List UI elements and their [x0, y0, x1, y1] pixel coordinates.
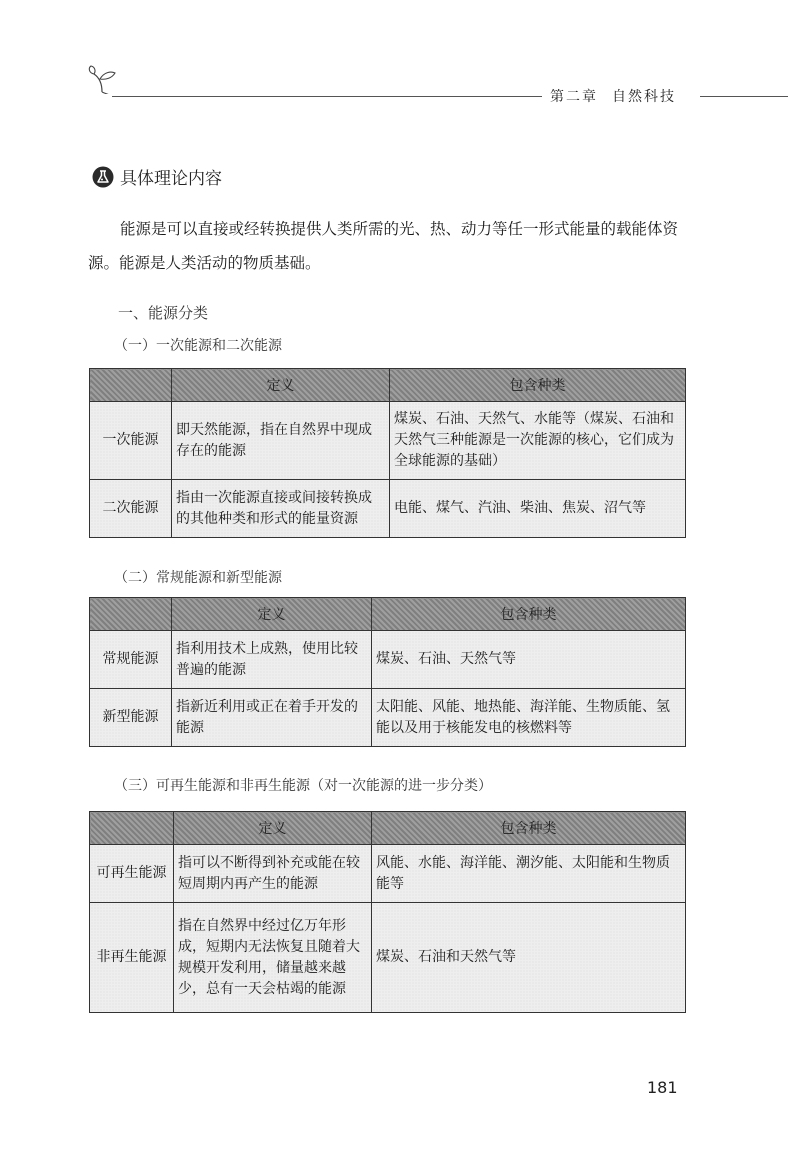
- header-cell-types: 包含种类: [390, 369, 686, 402]
- row-name: 二次能源: [90, 480, 172, 538]
- subheading-conventional-new: （二）常规能源和新型能源: [114, 570, 282, 586]
- header-cell-empty: [90, 369, 172, 402]
- header-rule-right: [700, 96, 788, 97]
- heading-energy-classification: 一、能源分类: [118, 304, 209, 322]
- header-cell-types: 包含种类: [372, 812, 686, 845]
- row-types: 电能、煤气、汽油、柴油、焦炭、沼气等: [390, 480, 686, 538]
- table-row: [90, 402, 686, 480]
- header-cell-definition: 定义: [172, 598, 372, 631]
- section-heading: [92, 164, 222, 189]
- row-definition: 指新近利用或正在着手开发的能源: [172, 689, 372, 747]
- row-definition: 指利用技术上成熟，使用比较普遍的能源: [172, 631, 372, 689]
- header-cell-types: 包含种类: [372, 598, 686, 631]
- table-row: [90, 689, 686, 747]
- row-definition: 指可以不断得到补充或能在较短周期内再产生的能源: [174, 845, 372, 903]
- leaf-sprout-icon: [86, 64, 120, 94]
- table-row: [90, 903, 686, 1013]
- row-name: 一次能源: [90, 402, 172, 480]
- table-header-row: [90, 812, 686, 845]
- header-cell-definition: 定义: [172, 369, 390, 402]
- table-conventional-new: [89, 597, 686, 747]
- running-header: [550, 86, 690, 106]
- intro-paragraph: 能源是可以直接或经转换提供人类所需的光、热、动力等任一形式能量的载能体资源。能源是人类活动的物质基础。: [88, 220, 679, 272]
- table-row: [90, 845, 686, 903]
- table-row: [90, 480, 686, 538]
- header-cell-definition: 定义: [174, 812, 372, 845]
- row-name: 新型能源: [90, 689, 172, 747]
- chapter-subject: 自然科技: [612, 89, 676, 105]
- header-cell-empty: [90, 812, 174, 845]
- row-types: 太阳能、风能、地热能、海洋能、生物质能、氢能以及用于核能发电的核燃料等: [372, 689, 686, 747]
- table-primary-secondary: [89, 368, 686, 538]
- chapter-number: 第二章: [550, 89, 598, 105]
- row-definition: 即天然能源，指在自然界中现成存在的能源: [172, 402, 390, 480]
- row-definition: 指由一次能源直接或间接转换成的其他种类和形式的能量资源: [172, 480, 390, 538]
- row-definition: 指在自然界中经过亿万年形成，短期内无法恢复且随着大规模开发利用，储量越来越少，总有一天会枯竭的能源: [174, 903, 372, 1013]
- table-header-row: [90, 598, 686, 631]
- page-number: 181: [647, 1078, 678, 1097]
- flask-badge-icon: [92, 166, 114, 188]
- table-renewable-nonrenewable: [89, 811, 686, 1013]
- row-name: 非再生能源: [90, 903, 174, 1013]
- table-header-row: [90, 369, 686, 402]
- row-name: 常规能源: [90, 631, 172, 689]
- header-cell-empty: [90, 598, 172, 631]
- subheading-renewable-nonrenewable: （三）可再生能源和非再生能源（对一次能源的进一步分类）: [114, 778, 492, 794]
- header-rule-left: [112, 96, 542, 97]
- row-types: 风能、水能、海洋能、潮汐能、太阳能和生物质能等: [372, 845, 686, 903]
- row-types: 煤炭、石油、天然气、水能等（煤炭、石油和天然气三种能源是一次能源的核心，它们成为全球能源的基础）: [390, 402, 686, 480]
- row-types: 煤炭、石油、天然气等: [372, 631, 686, 689]
- section-title: 具体理论内容: [120, 169, 222, 189]
- table-row: [90, 631, 686, 689]
- row-types: 煤炭、石油和天然气等: [372, 903, 686, 1013]
- subheading-primary-secondary: （一）一次能源和二次能源: [114, 338, 282, 354]
- row-name: 可再生能源: [90, 845, 174, 903]
